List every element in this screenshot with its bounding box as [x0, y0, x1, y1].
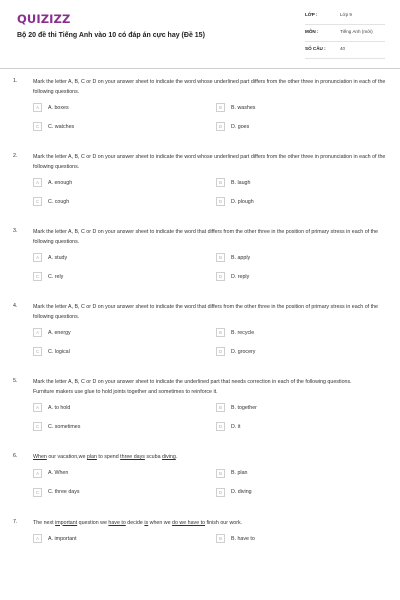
question-number: 1. [13, 78, 18, 84]
answer-options [33, 328, 390, 356]
answer-options [33, 534, 390, 543]
answer-option-a[interactable] [33, 328, 216, 337]
question-6 [0, 453, 400, 497]
answer-option-b[interactable] [216, 328, 366, 337]
option-letter-box[interactable]: C [33, 347, 42, 356]
question-4 [0, 303, 400, 356]
option-letter-box[interactable]: C [33, 197, 42, 206]
answer-option-b[interactable] [216, 178, 366, 187]
question-number: 2. [13, 153, 18, 159]
option-text: A. to hold [48, 404, 71, 411]
answer-option-a[interactable] [33, 103, 216, 112]
meta-row-count [305, 46, 385, 59]
answer-option-a[interactable] [33, 469, 216, 478]
underlined-segment: have to [108, 519, 126, 526]
option-text: D. it [231, 423, 241, 430]
text-segment: The next [33, 519, 56, 526]
quizizz-logo: QUIZIZZ [17, 12, 71, 26]
option-letter-box[interactable]: B [216, 178, 225, 187]
option-letter-box[interactable]: A [33, 328, 42, 337]
document-title: Bộ 20 đề thi Tiếng Anh vào 10 có đáp án cực hay (Đề 15) [17, 32, 205, 39]
question-list [0, 78, 400, 565]
option-letter-box[interactable]: A [33, 403, 42, 412]
option-text: A. boxes [48, 104, 69, 111]
question-5 [0, 378, 400, 431]
underlined-segment: is [144, 519, 149, 526]
option-letter-box[interactable]: C [33, 122, 42, 131]
text-segment: . [175, 454, 178, 460]
option-text: D. goes [231, 123, 250, 130]
answer-options [33, 403, 390, 431]
question-sentence: Furniture makers use glue to hold joints together and sometimes to reinforce it. [33, 388, 218, 395]
text-segment: decide [125, 519, 145, 526]
text-segment: to spend [96, 454, 121, 460]
answer-option-b[interactable] [216, 469, 366, 478]
option-letter-box[interactable]: D [216, 272, 225, 281]
option-letter-box[interactable]: B [216, 328, 225, 337]
option-letter-box[interactable]: B [216, 534, 225, 543]
underlined-segment: do we have to [172, 519, 206, 526]
meta-value: 40 [340, 46, 346, 51]
answer-options [33, 178, 390, 206]
option-letter-box[interactable]: D [216, 488, 225, 497]
answer-option-a[interactable] [33, 534, 216, 543]
text-segment: question we [77, 519, 109, 526]
meta-value: Tiếng Anh (mới) [340, 29, 373, 34]
question-7 [0, 519, 400, 544]
option-letter-box[interactable]: D [216, 122, 225, 131]
option-text: A. important [48, 535, 77, 542]
answer-option-c[interactable] [33, 347, 216, 356]
option-text: B. together [231, 404, 257, 411]
question-text: Mark the letter A, B, C or D on your answer sheet to indicate the underlined part that needs correction in each of the following questions. [33, 379, 352, 385]
meta-row-grade [305, 12, 385, 25]
question-number: 6. [13, 453, 18, 459]
underlined-segment: plan [86, 454, 97, 460]
option-letter-box[interactable]: B [216, 253, 225, 262]
text-segment: our vacation,we [46, 454, 87, 460]
question-2 [0, 153, 400, 206]
option-letter-box[interactable]: A [33, 103, 42, 112]
option-letter-box[interactable]: D [216, 347, 225, 356]
question-text: Mark the letter A, B, C or D on your answer sheet to indicate the word whose underlined part differs from the other three in pronunciation in each of the following questions. [33, 154, 386, 170]
meta-row-subject [305, 29, 385, 42]
question-1 [0, 78, 400, 131]
answer-options [33, 103, 390, 131]
answer-option-c[interactable] [33, 422, 216, 431]
header-divider [0, 68, 400, 69]
option-letter-box[interactable]: D [216, 197, 225, 206]
answer-option-d[interactable] [216, 197, 366, 206]
question-text: Mark the letter A, B, C or D on your answer sheet to indicate the word that differs from the other three in the position of primary stress in each of the following questions. [33, 229, 378, 245]
underlined-segment: diving [161, 454, 176, 460]
answer-option-b[interactable] [216, 103, 366, 112]
option-letter-box[interactable]: C [33, 272, 42, 281]
option-letter-box[interactable]: B [216, 103, 225, 112]
option-letter-box[interactable]: B [216, 403, 225, 412]
meta-key: MÔN : [305, 29, 319, 34]
option-text: B. washes [231, 104, 256, 111]
answer-option-b[interactable] [216, 534, 366, 543]
text-segment: scuba [144, 454, 162, 460]
meta-key: LỚP : [305, 12, 318, 17]
option-letter-box[interactable]: A [33, 178, 42, 187]
option-text: B. apply [231, 254, 251, 261]
text-segment: when we [148, 519, 173, 526]
answer-option-b[interactable] [216, 403, 366, 412]
option-letter-box[interactable]: A [33, 534, 42, 543]
question-number: 5. [13, 378, 18, 384]
question-3 [0, 228, 400, 281]
answer-options [33, 469, 390, 497]
answer-option-c[interactable] [33, 272, 216, 281]
answer-option-b[interactable] [216, 253, 366, 262]
answer-option-a[interactable] [33, 403, 216, 412]
answer-option-c[interactable] [33, 122, 216, 131]
question-number: 7. [13, 518, 18, 525]
question-number: 4. [13, 303, 18, 309]
option-text: A. enough [48, 179, 73, 186]
question-text [33, 453, 390, 463]
option-text: C. cough [48, 198, 70, 205]
question-text: Mark the letter A, B, C or D on your answer sheet to indicate the word that differs from the other three in the position of primary stress in each of the following questions. [33, 304, 378, 320]
option-text: B. recycle [231, 329, 255, 336]
meta-panel [305, 12, 385, 63]
underlined-segment: important [55, 519, 78, 526]
answer-option-d[interactable] [216, 122, 366, 131]
option-text: A. When [48, 470, 69, 476]
question-text: Mark the letter A, B, C or D on your answer sheet to indicate the word whose underlined part differs from the other three in pronunciation in each of the following questions. [33, 79, 386, 95]
question-text [33, 519, 390, 529]
question-number: 3. [13, 228, 18, 234]
answer-option-d[interactable] [216, 347, 366, 356]
option-text: D. reply [231, 273, 250, 280]
option-text: D. diving [231, 489, 252, 495]
option-text: C. three days [48, 489, 80, 495]
answer-option-c[interactable] [33, 488, 216, 497]
option-text: D. grocery [231, 348, 256, 355]
option-text: A. energy [48, 329, 71, 336]
option-text: C. logical [48, 348, 70, 355]
option-text: B. laugh [231, 179, 251, 186]
underlined-segment: three days [120, 454, 145, 460]
option-letter-box[interactable]: D [216, 422, 225, 431]
option-text: B. plan [231, 470, 248, 476]
option-letter-box[interactable]: C [33, 488, 42, 497]
option-letter-box[interactable]: A [33, 469, 42, 478]
answer-option-a[interactable] [33, 178, 216, 187]
option-text: B. have to [231, 535, 255, 542]
option-letter-box[interactable]: B [216, 469, 225, 478]
answer-option-a[interactable] [33, 253, 216, 262]
answer-option-d[interactable] [216, 488, 366, 497]
option-text: C. sometimes [48, 423, 81, 430]
option-text: D. plough [231, 198, 254, 205]
option-text: C. watches [48, 123, 75, 130]
answer-options [33, 253, 390, 281]
meta-value: Lớp 9 [340, 12, 352, 17]
underlined-segment: When [33, 454, 47, 460]
answer-option-d[interactable] [216, 422, 366, 431]
answer-option-c[interactable] [33, 197, 216, 206]
option-text: C. rely [48, 273, 64, 280]
text-segment: finish our work. [205, 519, 243, 526]
meta-key: SỐ CÂU : [305, 46, 326, 51]
option-letter-box[interactable]: A [33, 253, 42, 262]
option-text: A. study [48, 254, 68, 261]
answer-option-d[interactable] [216, 272, 366, 281]
option-letter-box[interactable]: C [33, 422, 42, 431]
